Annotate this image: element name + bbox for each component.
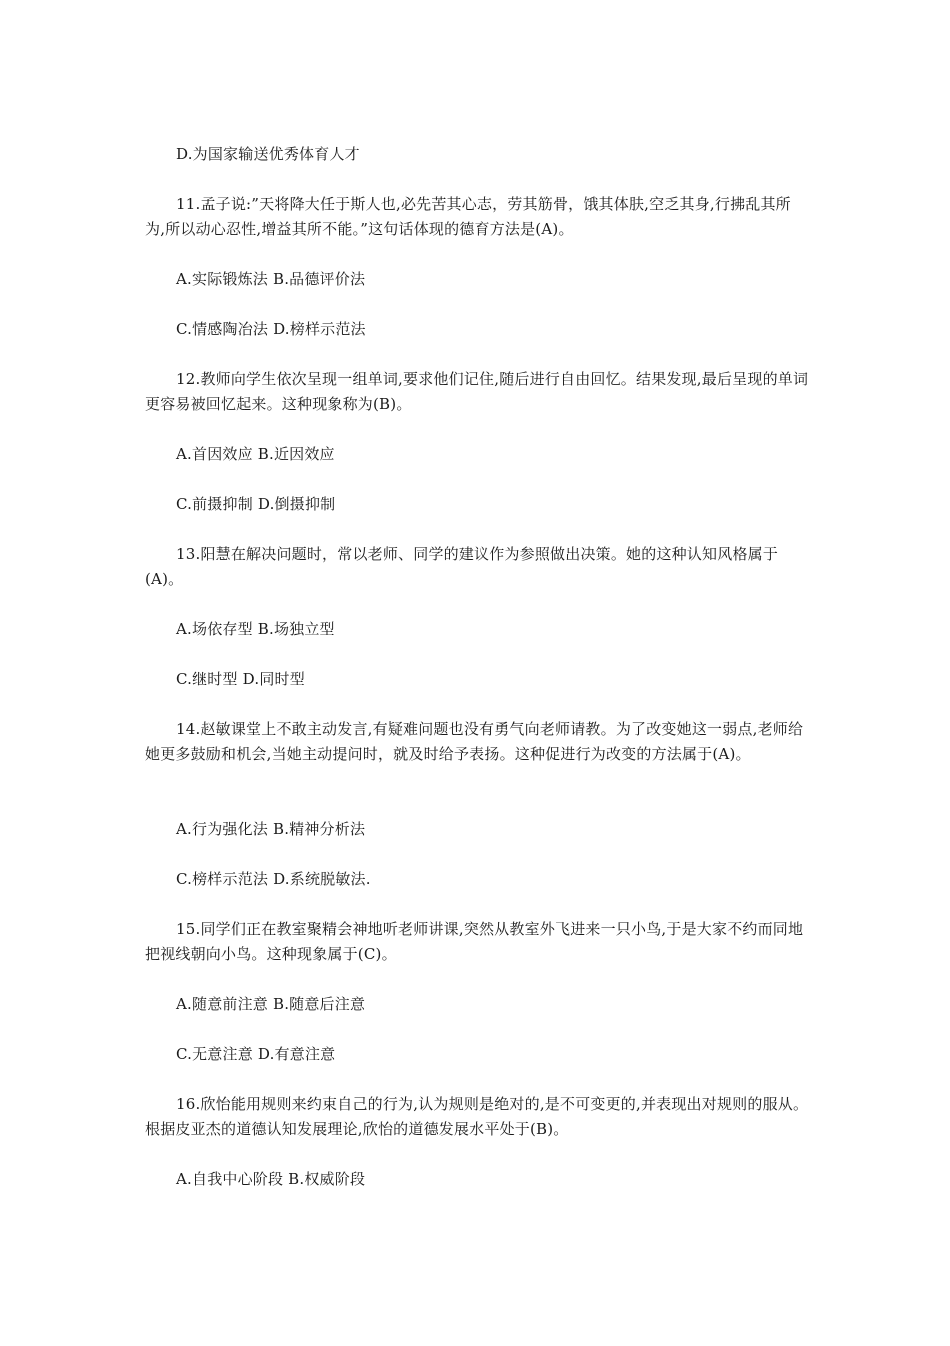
question-16: [145, 1092, 810, 1142]
question-14: [145, 717, 810, 767]
question-11-options-ab: A.实际锻炼法 B.品德评价法: [176, 270, 366, 288]
question-16-text: 16.欣怡能用规则来约束自己的行为,认为规则是绝对的,是不可变更的,并表现出对规则的服从。根据皮亚杰的道德认知发展理论,欣怡的道德发展水平处于(B)。: [145, 1095, 809, 1138]
question-15-options-ab: A.随意前注意 B.随意后注意: [176, 995, 366, 1013]
question-11: [145, 192, 810, 242]
question-15-options-cd: C.无意注意 D.有意注意: [176, 1045, 336, 1063]
question-11-options-cd: C.情感陶冶法 D.榜样示范法: [176, 320, 366, 338]
question-12-options-cd: C.前摄抑制 D.倒摄抑制: [176, 495, 336, 513]
question-15: [145, 917, 810, 967]
question-12-options-ab: A.首因效应 B.近因效应: [176, 445, 335, 463]
question-12: [145, 367, 810, 417]
question-13-options-ab: A.场依存型 B.场独立型: [176, 620, 335, 638]
question-14-options-ab: A.行为强化法 B.精神分析法: [176, 820, 366, 838]
option-line-q10-d: D.为国家输送优秀体育人才: [176, 145, 360, 163]
question-16-options-ab: A.自我中心阶段 B.权威阶段: [176, 1170, 366, 1188]
question-14-options-cd: C.榜样示范法 D.系统脱敏法.: [176, 870, 371, 888]
question-15-text: 15.同学们正在教室聚精会神地听老师讲课,突然从教室外飞进来一只小鸟,于是大家不约而同地把视线朝向小鸟。这种现象属于(C)。: [145, 920, 804, 963]
question-13-options-cd: C.继时型 D.同时型: [176, 670, 305, 688]
question-14-text: 14.赵敏课堂上不敢主动发言,有疑难问题也没有勇气向老师请教。为了改变她这一弱点,老师给她更多鼓励和机会,当她主动提问时，就及时给予表扬。这种促进行为改变的方法属于(A)。: [145, 720, 804, 763]
question-13-text: 13.阳慧在解决问题时，常以老师、同学的建议作为参照做出决策。她的这种认知风格属于(A)。: [145, 545, 779, 588]
question-11-text: 11.孟子说:”天将降大任于斯人也,必先苦其心志，劳其筋骨，饿其体肤,空乏其身,行拂乱其所为,所以动心忍性,增益其所不能。”这句话体现的德育方法是(A)。: [145, 195, 791, 238]
question-12-text: 12.教师向学生依次呈现一组单词,要求他们记住,随后进行自由回忆。结果发现,最后呈现的单词更容易被回忆起来。这种现象称为(B)。: [145, 370, 809, 413]
question-13: [145, 542, 810, 592]
